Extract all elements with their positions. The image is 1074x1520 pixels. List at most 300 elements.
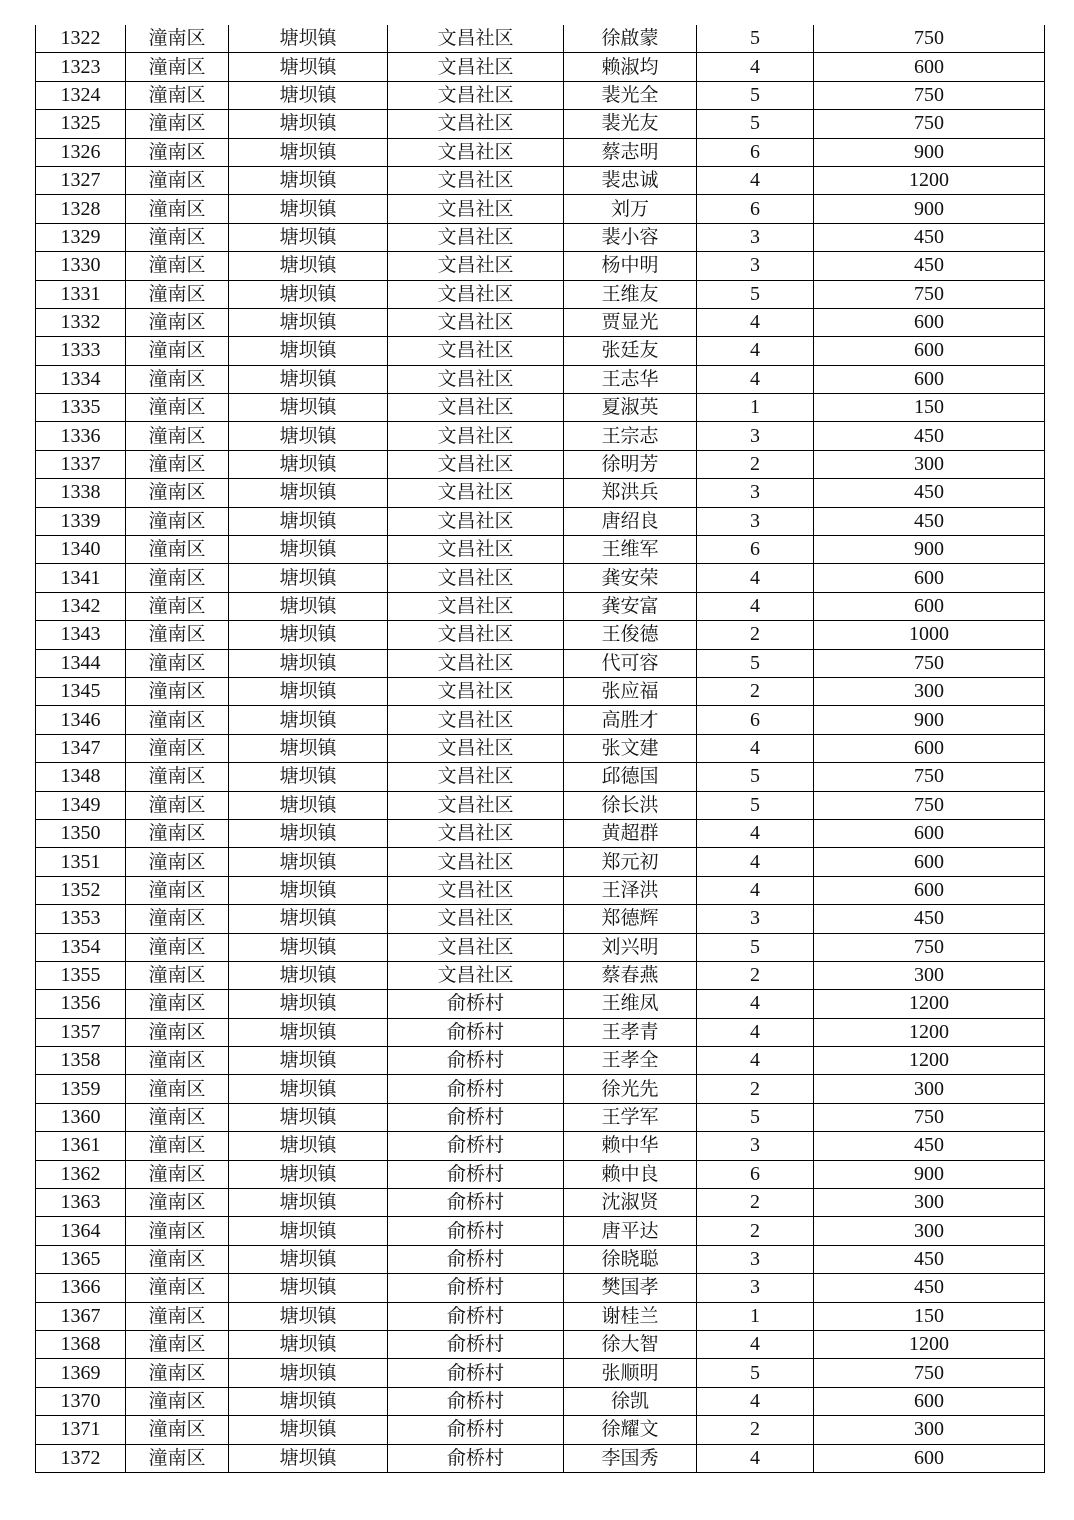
town-cell: 塘坝镇 bbox=[229, 1047, 388, 1075]
row-number-cell: 1353 bbox=[36, 905, 126, 933]
name-cell: 王维凤 bbox=[564, 990, 697, 1018]
district-cell: 潼南区 bbox=[126, 223, 229, 251]
district-cell: 潼南区 bbox=[126, 1189, 229, 1217]
district-cell: 潼南区 bbox=[126, 507, 229, 535]
table-row bbox=[36, 621, 1045, 649]
row-number-cell: 1357 bbox=[36, 1018, 126, 1046]
household-size-cell: 5 bbox=[697, 1359, 814, 1387]
name-cell: 刘万 bbox=[564, 195, 697, 223]
community-cell: 俞桥村 bbox=[388, 1416, 564, 1444]
name-cell: 王维军 bbox=[564, 536, 697, 564]
household-size-cell: 3 bbox=[697, 507, 814, 535]
table-row bbox=[36, 1302, 1045, 1330]
amount-cell: 750 bbox=[814, 81, 1045, 109]
district-cell: 潼南区 bbox=[126, 25, 229, 53]
community-cell: 文昌社区 bbox=[388, 592, 564, 620]
table-row bbox=[36, 990, 1045, 1018]
household-size-cell: 5 bbox=[697, 649, 814, 677]
table-row bbox=[36, 1047, 1045, 1075]
district-cell: 潼南区 bbox=[126, 933, 229, 961]
district-cell: 潼南区 bbox=[126, 422, 229, 450]
household-size-cell: 4 bbox=[697, 1330, 814, 1358]
amount-cell: 600 bbox=[814, 876, 1045, 904]
amount-cell: 150 bbox=[814, 394, 1045, 422]
name-cell: 张应福 bbox=[564, 677, 697, 705]
amount-cell: 450 bbox=[814, 905, 1045, 933]
town-cell: 塘坝镇 bbox=[229, 876, 388, 904]
household-size-cell: 6 bbox=[697, 706, 814, 734]
household-size-cell: 6 bbox=[697, 536, 814, 564]
amount-cell: 900 bbox=[814, 706, 1045, 734]
table-row bbox=[36, 1330, 1045, 1358]
town-cell: 塘坝镇 bbox=[229, 592, 388, 620]
amount-cell: 450 bbox=[814, 479, 1045, 507]
household-size-cell: 4 bbox=[697, 1444, 814, 1472]
row-number-cell: 1335 bbox=[36, 394, 126, 422]
table-row bbox=[36, 734, 1045, 762]
town-cell: 塘坝镇 bbox=[229, 479, 388, 507]
table-row bbox=[36, 1018, 1045, 1046]
row-number-cell: 1337 bbox=[36, 450, 126, 478]
town-cell: 塘坝镇 bbox=[229, 337, 388, 365]
amount-cell: 1200 bbox=[814, 990, 1045, 1018]
household-size-cell: 1 bbox=[697, 394, 814, 422]
district-cell: 潼南区 bbox=[126, 905, 229, 933]
row-number-cell: 1323 bbox=[36, 53, 126, 81]
name-cell: 王志华 bbox=[564, 365, 697, 393]
table-row bbox=[36, 110, 1045, 138]
amount-cell: 600 bbox=[814, 564, 1045, 592]
town-cell: 塘坝镇 bbox=[229, 138, 388, 166]
household-size-cell: 4 bbox=[697, 592, 814, 620]
district-cell: 潼南区 bbox=[126, 536, 229, 564]
community-cell: 文昌社区 bbox=[388, 961, 564, 989]
town-cell: 塘坝镇 bbox=[229, 848, 388, 876]
table-row bbox=[36, 564, 1045, 592]
district-cell: 潼南区 bbox=[126, 337, 229, 365]
town-cell: 塘坝镇 bbox=[229, 1359, 388, 1387]
name-cell: 赖中良 bbox=[564, 1160, 697, 1188]
community-cell: 文昌社区 bbox=[388, 223, 564, 251]
district-cell: 潼南区 bbox=[126, 706, 229, 734]
community-cell: 文昌社区 bbox=[388, 677, 564, 705]
name-cell: 徐大智 bbox=[564, 1330, 697, 1358]
name-cell: 郑洪兵 bbox=[564, 479, 697, 507]
amount-cell: 600 bbox=[814, 819, 1045, 847]
row-number-cell: 1351 bbox=[36, 848, 126, 876]
district-cell: 潼南区 bbox=[126, 1047, 229, 1075]
table-row bbox=[36, 1160, 1045, 1188]
table-row bbox=[36, 905, 1045, 933]
household-size-cell: 4 bbox=[697, 990, 814, 1018]
district-cell: 潼南区 bbox=[126, 394, 229, 422]
name-cell: 王宗志 bbox=[564, 422, 697, 450]
amount-cell: 450 bbox=[814, 1274, 1045, 1302]
name-cell: 王维友 bbox=[564, 280, 697, 308]
district-cell: 潼南区 bbox=[126, 564, 229, 592]
table-row bbox=[36, 53, 1045, 81]
community-cell: 俞桥村 bbox=[388, 1444, 564, 1472]
town-cell: 塘坝镇 bbox=[229, 394, 388, 422]
table-row bbox=[36, 848, 1045, 876]
town-cell: 塘坝镇 bbox=[229, 1302, 388, 1330]
row-number-cell: 1343 bbox=[36, 621, 126, 649]
community-cell: 文昌社区 bbox=[388, 933, 564, 961]
amount-cell: 1200 bbox=[814, 1018, 1045, 1046]
district-cell: 潼南区 bbox=[126, 479, 229, 507]
household-size-cell: 5 bbox=[697, 791, 814, 819]
row-number-cell: 1367 bbox=[36, 1302, 126, 1330]
community-cell: 俞桥村 bbox=[388, 990, 564, 1018]
district-cell: 潼南区 bbox=[126, 677, 229, 705]
row-number-cell: 1341 bbox=[36, 564, 126, 592]
town-cell: 塘坝镇 bbox=[229, 507, 388, 535]
name-cell: 王孝青 bbox=[564, 1018, 697, 1046]
amount-cell: 750 bbox=[814, 110, 1045, 138]
household-size-cell: 3 bbox=[697, 1132, 814, 1160]
town-cell: 塘坝镇 bbox=[229, 1189, 388, 1217]
town-cell: 塘坝镇 bbox=[229, 819, 388, 847]
row-number-cell: 1360 bbox=[36, 1103, 126, 1131]
district-cell: 潼南区 bbox=[126, 1160, 229, 1188]
community-cell: 俞桥村 bbox=[388, 1302, 564, 1330]
amount-cell: 750 bbox=[814, 25, 1045, 53]
town-cell: 塘坝镇 bbox=[229, 308, 388, 336]
amount-cell: 750 bbox=[814, 649, 1045, 677]
household-size-cell: 3 bbox=[697, 1245, 814, 1273]
community-cell: 文昌社区 bbox=[388, 280, 564, 308]
town-cell: 塘坝镇 bbox=[229, 990, 388, 1018]
town-cell: 塘坝镇 bbox=[229, 81, 388, 109]
town-cell: 塘坝镇 bbox=[229, 365, 388, 393]
amount-cell: 600 bbox=[814, 365, 1045, 393]
district-cell: 潼南区 bbox=[126, 791, 229, 819]
amount-cell: 750 bbox=[814, 1103, 1045, 1131]
town-cell: 塘坝镇 bbox=[229, 166, 388, 194]
town-cell: 塘坝镇 bbox=[229, 422, 388, 450]
town-cell: 塘坝镇 bbox=[229, 1416, 388, 1444]
community-cell: 文昌社区 bbox=[388, 166, 564, 194]
row-number-cell: 1348 bbox=[36, 763, 126, 791]
district-cell: 潼南区 bbox=[126, 990, 229, 1018]
name-cell: 徐光先 bbox=[564, 1075, 697, 1103]
table-row bbox=[36, 1416, 1045, 1444]
row-number-cell: 1328 bbox=[36, 195, 126, 223]
household-size-cell: 2 bbox=[697, 1217, 814, 1245]
community-cell: 文昌社区 bbox=[388, 706, 564, 734]
community-cell: 文昌社区 bbox=[388, 649, 564, 677]
amount-cell: 600 bbox=[814, 848, 1045, 876]
assistance-roster-table bbox=[35, 25, 1045, 1473]
community-cell: 文昌社区 bbox=[388, 81, 564, 109]
community-cell: 文昌社区 bbox=[388, 507, 564, 535]
household-size-cell: 2 bbox=[697, 1416, 814, 1444]
district-cell: 潼南区 bbox=[126, 819, 229, 847]
table-row bbox=[36, 138, 1045, 166]
amount-cell: 900 bbox=[814, 536, 1045, 564]
row-number-cell: 1356 bbox=[36, 990, 126, 1018]
row-number-cell: 1371 bbox=[36, 1416, 126, 1444]
name-cell: 王学军 bbox=[564, 1103, 697, 1131]
district-cell: 潼南区 bbox=[126, 110, 229, 138]
district-cell: 潼南区 bbox=[126, 961, 229, 989]
household-size-cell: 4 bbox=[697, 1387, 814, 1415]
town-cell: 塘坝镇 bbox=[229, 25, 388, 53]
amount-cell: 600 bbox=[814, 53, 1045, 81]
amount-cell: 300 bbox=[814, 1217, 1045, 1245]
town-cell: 塘坝镇 bbox=[229, 280, 388, 308]
household-size-cell: 4 bbox=[697, 1047, 814, 1075]
name-cell: 张文建 bbox=[564, 734, 697, 762]
household-size-cell: 2 bbox=[697, 450, 814, 478]
town-cell: 塘坝镇 bbox=[229, 195, 388, 223]
amount-cell: 300 bbox=[814, 450, 1045, 478]
amount-cell: 1000 bbox=[814, 621, 1045, 649]
table-row bbox=[36, 536, 1045, 564]
district-cell: 潼南区 bbox=[126, 876, 229, 904]
name-cell: 赖淑均 bbox=[564, 53, 697, 81]
community-cell: 文昌社区 bbox=[388, 422, 564, 450]
table-row bbox=[36, 308, 1045, 336]
table-row bbox=[36, 1132, 1045, 1160]
community-cell: 文昌社区 bbox=[388, 876, 564, 904]
district-cell: 潼南区 bbox=[126, 81, 229, 109]
household-size-cell: 4 bbox=[697, 337, 814, 365]
amount-cell: 600 bbox=[814, 308, 1045, 336]
row-number-cell: 1346 bbox=[36, 706, 126, 734]
town-cell: 塘坝镇 bbox=[229, 1132, 388, 1160]
table-row bbox=[36, 450, 1045, 478]
row-number-cell: 1340 bbox=[36, 536, 126, 564]
row-number-cell: 1329 bbox=[36, 223, 126, 251]
town-cell: 塘坝镇 bbox=[229, 1444, 388, 1472]
household-size-cell: 4 bbox=[697, 365, 814, 393]
table-row bbox=[36, 81, 1045, 109]
row-number-cell: 1362 bbox=[36, 1160, 126, 1188]
household-size-cell: 2 bbox=[697, 1189, 814, 1217]
table-row bbox=[36, 1245, 1045, 1273]
name-cell: 贾显光 bbox=[564, 308, 697, 336]
household-size-cell: 5 bbox=[697, 110, 814, 138]
town-cell: 塘坝镇 bbox=[229, 649, 388, 677]
table-row bbox=[36, 507, 1045, 535]
name-cell: 谢桂兰 bbox=[564, 1302, 697, 1330]
community-cell: 文昌社区 bbox=[388, 394, 564, 422]
table-row bbox=[36, 763, 1045, 791]
town-cell: 塘坝镇 bbox=[229, 1217, 388, 1245]
name-cell: 王泽洪 bbox=[564, 876, 697, 904]
town-cell: 塘坝镇 bbox=[229, 706, 388, 734]
name-cell: 徐啟蒙 bbox=[564, 25, 697, 53]
table-row bbox=[36, 337, 1045, 365]
amount-cell: 900 bbox=[814, 138, 1045, 166]
row-number-cell: 1327 bbox=[36, 166, 126, 194]
row-number-cell: 1349 bbox=[36, 791, 126, 819]
district-cell: 潼南区 bbox=[126, 53, 229, 81]
community-cell: 文昌社区 bbox=[388, 308, 564, 336]
community-cell: 文昌社区 bbox=[388, 564, 564, 592]
name-cell: 王俊德 bbox=[564, 621, 697, 649]
town-cell: 塘坝镇 bbox=[229, 1160, 388, 1188]
name-cell: 裴忠诚 bbox=[564, 166, 697, 194]
district-cell: 潼南区 bbox=[126, 450, 229, 478]
table-row bbox=[36, 649, 1045, 677]
row-number-cell: 1330 bbox=[36, 252, 126, 280]
district-cell: 潼南区 bbox=[126, 1302, 229, 1330]
table-row bbox=[36, 677, 1045, 705]
name-cell: 李国秀 bbox=[564, 1444, 697, 1472]
household-size-cell: 4 bbox=[697, 53, 814, 81]
amount-cell: 300 bbox=[814, 1075, 1045, 1103]
district-cell: 潼南区 bbox=[126, 734, 229, 762]
district-cell: 潼南区 bbox=[126, 252, 229, 280]
household-size-cell: 4 bbox=[697, 564, 814, 592]
name-cell: 赖中华 bbox=[564, 1132, 697, 1160]
name-cell: 唐平达 bbox=[564, 1217, 697, 1245]
town-cell: 塘坝镇 bbox=[229, 1330, 388, 1358]
row-number-cell: 1365 bbox=[36, 1245, 126, 1273]
district-cell: 潼南区 bbox=[126, 1359, 229, 1387]
row-number-cell: 1326 bbox=[36, 138, 126, 166]
table-row bbox=[36, 1103, 1045, 1131]
community-cell: 文昌社区 bbox=[388, 536, 564, 564]
table-row bbox=[36, 933, 1045, 961]
community-cell: 文昌社区 bbox=[388, 110, 564, 138]
community-cell: 俞桥村 bbox=[388, 1217, 564, 1245]
amount-cell: 1200 bbox=[814, 1330, 1045, 1358]
table-row bbox=[36, 479, 1045, 507]
household-size-cell: 5 bbox=[697, 81, 814, 109]
amount-cell: 600 bbox=[814, 337, 1045, 365]
household-size-cell: 3 bbox=[697, 252, 814, 280]
table-row bbox=[36, 1444, 1045, 1472]
row-number-cell: 1364 bbox=[36, 1217, 126, 1245]
row-number-cell: 1325 bbox=[36, 110, 126, 138]
household-size-cell: 3 bbox=[697, 422, 814, 450]
name-cell: 代可容 bbox=[564, 649, 697, 677]
community-cell: 文昌社区 bbox=[388, 53, 564, 81]
community-cell: 俞桥村 bbox=[388, 1103, 564, 1131]
name-cell: 唐绍良 bbox=[564, 507, 697, 535]
table-row bbox=[36, 706, 1045, 734]
amount-cell: 1200 bbox=[814, 1047, 1045, 1075]
town-cell: 塘坝镇 bbox=[229, 1103, 388, 1131]
name-cell: 夏淑英 bbox=[564, 394, 697, 422]
district-cell: 潼南区 bbox=[126, 1330, 229, 1358]
amount-cell: 600 bbox=[814, 1444, 1045, 1472]
name-cell: 张廷友 bbox=[564, 337, 697, 365]
district-cell: 潼南区 bbox=[126, 592, 229, 620]
community-cell: 文昌社区 bbox=[388, 252, 564, 280]
table-row bbox=[36, 819, 1045, 847]
table-row bbox=[36, 876, 1045, 904]
row-number-cell: 1370 bbox=[36, 1387, 126, 1415]
district-cell: 潼南区 bbox=[126, 1387, 229, 1415]
name-cell: 龚安富 bbox=[564, 592, 697, 620]
name-cell: 樊国孝 bbox=[564, 1274, 697, 1302]
row-number-cell: 1344 bbox=[36, 649, 126, 677]
town-cell: 塘坝镇 bbox=[229, 905, 388, 933]
district-cell: 潼南区 bbox=[126, 166, 229, 194]
district-cell: 潼南区 bbox=[126, 1274, 229, 1302]
table-row bbox=[36, 961, 1045, 989]
household-size-cell: 3 bbox=[697, 1274, 814, 1302]
table-row bbox=[36, 394, 1045, 422]
row-number-cell: 1361 bbox=[36, 1132, 126, 1160]
table-row bbox=[36, 1274, 1045, 1302]
name-cell: 黄超群 bbox=[564, 819, 697, 847]
row-number-cell: 1333 bbox=[36, 337, 126, 365]
row-number-cell: 1352 bbox=[36, 876, 126, 904]
household-size-cell: 4 bbox=[697, 1018, 814, 1046]
town-cell: 塘坝镇 bbox=[229, 223, 388, 251]
town-cell: 塘坝镇 bbox=[229, 536, 388, 564]
district-cell: 潼南区 bbox=[126, 1217, 229, 1245]
household-size-cell: 3 bbox=[697, 479, 814, 507]
district-cell: 潼南区 bbox=[126, 280, 229, 308]
district-cell: 潼南区 bbox=[126, 848, 229, 876]
community-cell: 文昌社区 bbox=[388, 450, 564, 478]
table-row bbox=[36, 1189, 1045, 1217]
town-cell: 塘坝镇 bbox=[229, 450, 388, 478]
row-number-cell: 1342 bbox=[36, 592, 126, 620]
row-number-cell: 1345 bbox=[36, 677, 126, 705]
community-cell: 俞桥村 bbox=[388, 1274, 564, 1302]
name-cell: 徐耀文 bbox=[564, 1416, 697, 1444]
amount-cell: 900 bbox=[814, 195, 1045, 223]
name-cell: 张顺明 bbox=[564, 1359, 697, 1387]
row-number-cell: 1355 bbox=[36, 961, 126, 989]
household-size-cell: 5 bbox=[697, 25, 814, 53]
household-size-cell: 4 bbox=[697, 734, 814, 762]
town-cell: 塘坝镇 bbox=[229, 1274, 388, 1302]
community-cell: 文昌社区 bbox=[388, 479, 564, 507]
community-cell: 俞桥村 bbox=[388, 1189, 564, 1217]
row-number-cell: 1350 bbox=[36, 819, 126, 847]
table-row bbox=[36, 1075, 1045, 1103]
amount-cell: 450 bbox=[814, 1245, 1045, 1273]
amount-cell: 450 bbox=[814, 507, 1045, 535]
row-number-cell: 1322 bbox=[36, 25, 126, 53]
community-cell: 俞桥村 bbox=[388, 1387, 564, 1415]
household-size-cell: 3 bbox=[697, 223, 814, 251]
row-number-cell: 1336 bbox=[36, 422, 126, 450]
town-cell: 塘坝镇 bbox=[229, 1387, 388, 1415]
town-cell: 塘坝镇 bbox=[229, 1245, 388, 1273]
table-row bbox=[36, 195, 1045, 223]
district-cell: 潼南区 bbox=[126, 1018, 229, 1046]
town-cell: 塘坝镇 bbox=[229, 677, 388, 705]
community-cell: 文昌社区 bbox=[388, 25, 564, 53]
household-size-cell: 5 bbox=[697, 933, 814, 961]
name-cell: 杨中明 bbox=[564, 252, 697, 280]
amount-cell: 450 bbox=[814, 252, 1045, 280]
household-size-cell: 5 bbox=[697, 280, 814, 308]
town-cell: 塘坝镇 bbox=[229, 791, 388, 819]
row-number-cell: 1368 bbox=[36, 1330, 126, 1358]
district-cell: 潼南区 bbox=[126, 763, 229, 791]
name-cell: 裴小容 bbox=[564, 223, 697, 251]
town-cell: 塘坝镇 bbox=[229, 621, 388, 649]
community-cell: 俞桥村 bbox=[388, 1330, 564, 1358]
row-number-cell: 1354 bbox=[36, 933, 126, 961]
name-cell: 高胜才 bbox=[564, 706, 697, 734]
town-cell: 塘坝镇 bbox=[229, 933, 388, 961]
amount-cell: 300 bbox=[814, 677, 1045, 705]
amount-cell: 150 bbox=[814, 1302, 1045, 1330]
community-cell: 俞桥村 bbox=[388, 1075, 564, 1103]
district-cell: 潼南区 bbox=[126, 1416, 229, 1444]
